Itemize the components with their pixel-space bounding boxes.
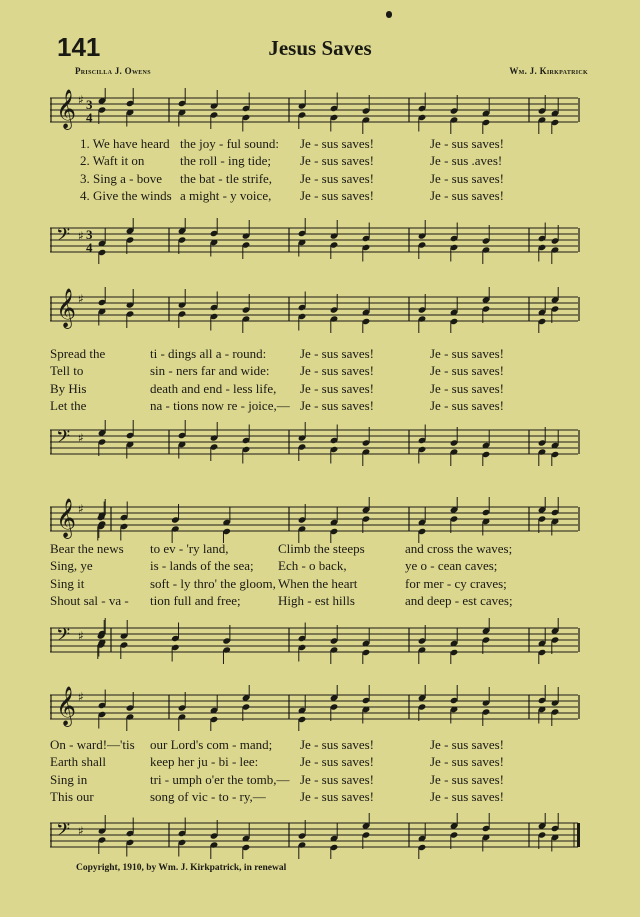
treble-staff bbox=[50, 685, 580, 731]
verse-line bbox=[50, 153, 580, 170]
lyric-phrase: tri - umph o'er the tomb,— bbox=[150, 771, 290, 787]
lyric-phrase: to ev - 'ry land, bbox=[150, 541, 229, 556]
treble-clef-icon: 𝄞 bbox=[56, 498, 77, 538]
lyric-phrase: the roll - ing tide; bbox=[180, 153, 271, 169]
author-credit: Priscilla J. Owens bbox=[75, 66, 151, 76]
copyright-notice: Copyright, 1910, by Wm. J. Kirkpatrick, in renewal bbox=[76, 863, 287, 873]
sharp-icon: ♯ bbox=[78, 93, 84, 107]
lyric-phrase: Earth shall bbox=[50, 754, 106, 770]
lyric-phrase: When the heart bbox=[278, 575, 358, 591]
treble-staff bbox=[50, 287, 580, 333]
lyric-phrase: Je - sus saves! bbox=[300, 737, 375, 752]
bass-staff bbox=[50, 420, 580, 466]
verse-line bbox=[50, 136, 580, 153]
verse-line bbox=[50, 772, 580, 789]
lyric-phrase: Je - sus saves! bbox=[300, 788, 375, 804]
treble-clef-icon: 𝄞 bbox=[56, 686, 77, 726]
lyric-phrase: Je - sus saves! bbox=[430, 136, 505, 151]
lyric-phrase: and deep - est caves; bbox=[405, 592, 513, 608]
verse-line bbox=[50, 737, 580, 754]
verse-line bbox=[50, 576, 580, 593]
staff-lines bbox=[50, 685, 580, 731]
lyric-phrase: Je - sus saves! bbox=[430, 363, 505, 379]
lyric-phrase: Je - sus saves! bbox=[300, 363, 375, 379]
lyric-phrase: death and end - less life, bbox=[150, 380, 277, 396]
staff-lines bbox=[50, 88, 580, 134]
lyric-phrase: Ech - o back, bbox=[278, 558, 347, 574]
lyric-phrase: and cross the waves; bbox=[405, 541, 513, 556]
lyric-phrase: Je - sus saves! bbox=[430, 187, 505, 203]
lyric-phrase: soft - ly thro' the gloom, bbox=[150, 575, 276, 591]
treble-clef-icon: 𝄞 bbox=[56, 288, 77, 328]
lyric-phrase: Je - sus saves! bbox=[430, 397, 505, 413]
verse-line bbox=[50, 789, 580, 806]
treble-staff bbox=[50, 497, 580, 543]
verse-line bbox=[50, 188, 580, 205]
time-signature-numerator: 3 bbox=[86, 97, 93, 112]
lyric-phrase: Je - sus saves! bbox=[300, 397, 375, 413]
lyric-phrase: Spread the bbox=[50, 346, 106, 361]
lyric-phrase: Tell to bbox=[50, 363, 84, 379]
lyric-phrase: our Lord's com - mand; bbox=[150, 737, 273, 752]
lyric-phrase: Climb the steeps bbox=[278, 541, 365, 556]
lyric-phrase: Je - sus saves! bbox=[300, 187, 375, 203]
lyric-phrase: Je - sus saves! bbox=[430, 788, 505, 804]
sharp-icon: ♯ bbox=[78, 629, 84, 643]
lyric-phrase: High - est hills bbox=[278, 592, 355, 608]
lyric-phrase: Je - sus saves! bbox=[300, 136, 375, 151]
bass-clef-icon: 𝄢 bbox=[56, 625, 71, 650]
lyric-phrase: Let the bbox=[50, 397, 87, 413]
staff-lines bbox=[50, 420, 580, 466]
bass-clef-icon: 𝄢 bbox=[56, 427, 71, 452]
lyric-phrase: Je - sus saves! bbox=[430, 771, 505, 787]
lyric-phrase: Je - sus .aves! bbox=[430, 153, 503, 169]
verse-line bbox=[50, 171, 580, 188]
verse-line bbox=[50, 363, 580, 380]
lyric-phrase: tion full and free; bbox=[150, 592, 241, 608]
lyric-phrase: the joy - ful sound: bbox=[180, 136, 279, 151]
lyric-phrase: Je - sus saves! bbox=[300, 380, 375, 396]
lyric-phrase: song of vic - to - ry,— bbox=[150, 788, 266, 804]
lyric-phrase: is - lands of the sea; bbox=[150, 558, 254, 574]
lyric-phrase: na - tions now re - joice,— bbox=[150, 397, 290, 413]
lyric-phrase: ye o - cean caves; bbox=[405, 558, 498, 574]
verse-line bbox=[50, 398, 580, 415]
lyric-phrase: sin - ners far and wide: bbox=[150, 363, 270, 379]
lyric-phrase: 4. Give the winds bbox=[80, 187, 172, 203]
lyric-phrase: keep her ju - bi - lee: bbox=[150, 754, 259, 770]
verse-line bbox=[50, 754, 580, 771]
verse-line bbox=[50, 593, 580, 610]
lyric-phrase: On - ward!—'tis bbox=[50, 737, 135, 752]
lyric-phrase: Shout sal - va - bbox=[50, 592, 129, 608]
bass-clef-icon: 𝄢 bbox=[56, 820, 71, 845]
lyric-phrase: Je - sus saves! bbox=[300, 346, 375, 361]
lyric-phrase: Je - sus saves! bbox=[430, 380, 505, 396]
sharp-icon: ♯ bbox=[78, 502, 84, 516]
lyric-phrase: This our bbox=[50, 788, 94, 804]
lyric-phrase: Je - sus saves! bbox=[300, 771, 375, 787]
staff-lines bbox=[50, 497, 580, 543]
lyric-phrase: Je - sus saves! bbox=[300, 170, 375, 186]
lyric-phrase: Sing it bbox=[50, 575, 85, 591]
lyric-phrase: ti - dings all a - round: bbox=[150, 346, 267, 361]
time-signature-denominator: 4 bbox=[86, 110, 93, 125]
time-signature-numerator: 3 bbox=[86, 227, 93, 242]
verse-line bbox=[50, 541, 580, 558]
treble-staff bbox=[50, 88, 580, 134]
page-mark bbox=[386, 11, 392, 18]
hymn-number: 141 bbox=[57, 32, 101, 62]
lyric-phrase: Je - sus saves! bbox=[300, 153, 375, 169]
time-signature-denominator: 4 bbox=[86, 240, 93, 255]
lyric-phrase: for mer - cy craves; bbox=[405, 575, 507, 591]
lyric-phrase: a might - y voice, bbox=[180, 187, 272, 203]
lyric-phrase: the bat - tle strife, bbox=[180, 170, 273, 186]
lyric-phrase: 3. Sing a - bove bbox=[80, 170, 162, 186]
lyric-phrase: Je - sus saves! bbox=[430, 346, 505, 361]
bass-staff bbox=[50, 218, 580, 264]
lyric-phrase: Bear the news bbox=[50, 541, 124, 556]
bass-clef-icon: 𝄢 bbox=[56, 225, 71, 250]
verse-line bbox=[50, 346, 580, 363]
bass-staff bbox=[50, 813, 580, 859]
sharp-icon: ♯ bbox=[78, 824, 84, 838]
lyric-phrase: Je - sus saves! bbox=[430, 170, 505, 186]
sharp-icon: ♯ bbox=[78, 431, 84, 445]
bass-staff bbox=[50, 618, 580, 664]
lyric-phrase: 1. We have heard bbox=[80, 136, 170, 151]
verse-line bbox=[50, 381, 580, 398]
lyric-phrase: Je - sus saves! bbox=[430, 754, 505, 770]
lyric-phrase: Sing in bbox=[50, 771, 88, 787]
lyric-phrase: Je - sus saves! bbox=[430, 737, 505, 752]
sharp-icon: ♯ bbox=[78, 292, 84, 306]
verse-line bbox=[50, 558, 580, 575]
lyric-phrase: 2. Waft it on bbox=[80, 153, 145, 169]
lyric-phrase: Sing, ye bbox=[50, 558, 93, 574]
lyric-phrase: Je - sus saves! bbox=[300, 754, 375, 770]
staff-lines bbox=[50, 813, 580, 859]
treble-clef-icon: 𝄞 bbox=[56, 89, 77, 129]
staff-lines bbox=[50, 618, 580, 664]
composer-credit: Wm. J. Kirkpatrick bbox=[509, 66, 588, 76]
staff-lines bbox=[50, 218, 580, 264]
lyric-phrase: By His bbox=[50, 380, 87, 396]
staff-lines bbox=[50, 287, 580, 333]
sharp-icon: ♯ bbox=[78, 690, 84, 704]
sharp-icon: ♯ bbox=[78, 229, 84, 243]
hymn-title: Jesus Saves bbox=[268, 36, 372, 60]
